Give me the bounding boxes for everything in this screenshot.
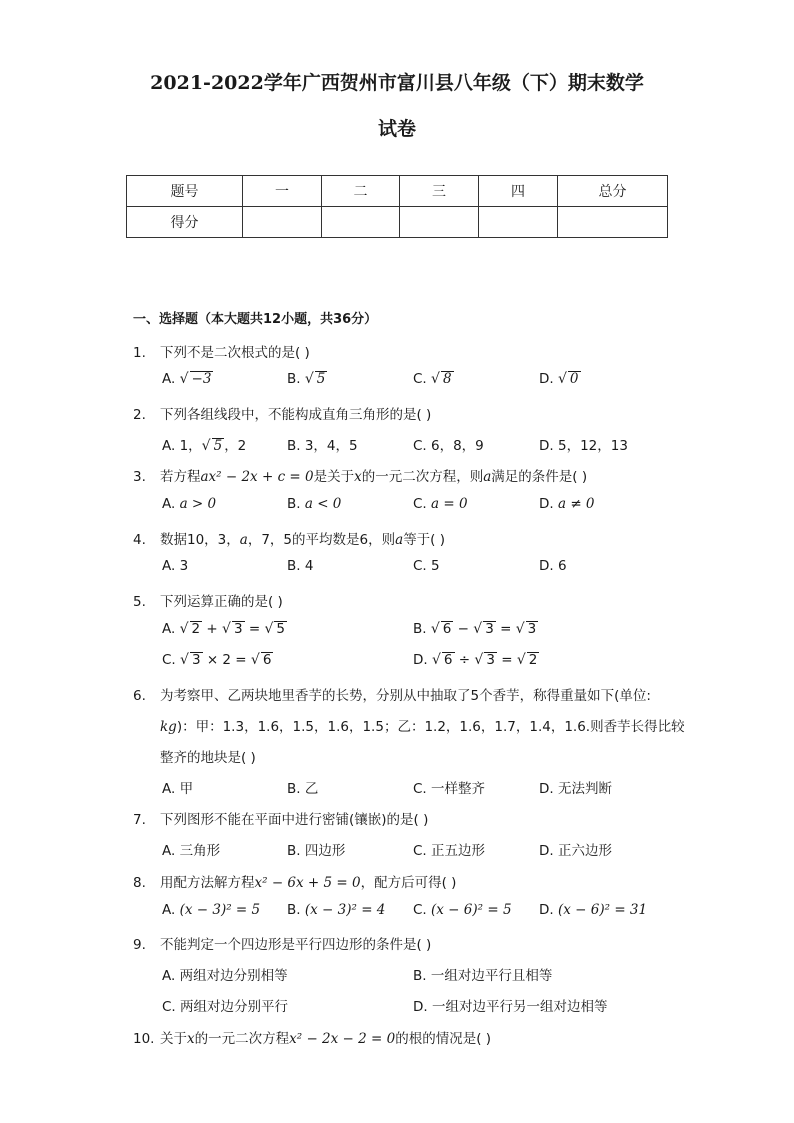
page-title-continued: 试卷 [377, 118, 416, 140]
question-3: 3. 若方程ax² − 2x + c = 0是关于x的一元二次方程，则a满足的条件是( ) [133, 469, 588, 485]
option-d: D. 6 [539, 558, 567, 574]
option-b: B. a < 0 [287, 496, 342, 512]
score-header-cell: 四 [479, 176, 558, 207]
option-b: B. √ 5 [287, 371, 326, 387]
radicand: 5 [316, 371, 326, 387]
radicand: −3 [191, 371, 212, 387]
option-c: C. (x − 6)² = 5 [413, 902, 512, 918]
score-header-cell: 题号 [127, 176, 243, 207]
option-b: B. √ 6 − √ 3 = √ 3 [413, 621, 537, 637]
option-d: D. 无法判断 [539, 781, 612, 797]
score-table-header-row [127, 176, 668, 207]
option-d: D. a ≠ 0 [539, 496, 595, 512]
question-text: 下列运算正确的是( ) [160, 594, 283, 610]
radicand: 0 [569, 371, 579, 387]
question-4: 4. 数据10，3，a，7，5的平均数是6，则a等于( ) [133, 532, 446, 548]
option-d: D. 5，12，13 [539, 438, 628, 454]
page-title: 2021-2022学年广西贺州市富川县八年级（下）期末数学 [150, 72, 644, 94]
question-text: 下列各组线段中，不能构成直角三角形的是( ) [160, 407, 432, 423]
score-cell [558, 207, 668, 238]
option-a: A. (x − 3)² = 5 [162, 902, 261, 918]
score-header-cell: 二 [322, 176, 400, 207]
score-table [126, 175, 668, 238]
option-c: C. 两组对边分别平行 [162, 999, 289, 1015]
option-b: B. 3，4，5 [287, 438, 358, 454]
score-header-cell: 三 [400, 176, 479, 207]
option-b: B. 乙 [287, 781, 319, 797]
option-c: C. 5 [413, 558, 440, 574]
option-a: A. √ 2 + √ 3 = √ 5 [162, 621, 285, 637]
option-b: B. (x − 3)² = 4 [287, 902, 386, 918]
option-a: A. √ −3 [162, 371, 212, 387]
option-a: A. 甲 [162, 781, 194, 797]
option-d: D. 一组对边平行另一组对边相等 [413, 999, 608, 1015]
question-1 [133, 341, 310, 361]
question-10: 10. 关于x的一元二次方程x² − 2x − 2 = 0的根的情况是( ) [133, 1031, 492, 1047]
radicand: 8 [442, 371, 452, 387]
score-cell [400, 207, 479, 238]
option-d: D. 正六边形 [539, 843, 612, 859]
option-a: A. 两组对边分别相等 [162, 968, 288, 984]
option-b: B. 四边形 [287, 843, 346, 859]
option-a: A. 1，√ 5 ，2 [162, 438, 247, 454]
question-6-line-2: kg)：甲：1.3，1.6，1.5，1.6，1.5；乙：1.2，1.6，1.7，1.4，1.6.则香芋长得比较 [160, 719, 685, 735]
option-c: C. a = 0 [413, 496, 468, 512]
score-cell [479, 207, 558, 238]
section-heading: 一、选择题（本大题共12小题，共36分） [133, 312, 378, 327]
question-2: 2. 下列各组线段中，不能构成直角三角形的是( ) [133, 407, 432, 423]
option-b: B. 4 [287, 558, 314, 574]
question-6: 6. 为考察甲、乙两块地里香芋的长势，分别从中抽取了5个香芋，称得重量如下(单位: [133, 688, 651, 704]
question-7: 7. 下列图形不能在平面中进行密铺(镶嵌)的是( ) [133, 812, 429, 828]
score-table-score-row [127, 207, 668, 238]
option-a: A. a > 0 [162, 496, 217, 512]
option-d: D. √ 6 ÷ √ 3 = √ 2 [413, 652, 538, 668]
question-6-line-3: 整齐的地块是( ) [160, 750, 256, 766]
question-text: 下列不是二次根式的是( ) [160, 345, 310, 361]
option-d: D. (x − 6)² = 31 [539, 902, 648, 918]
option-c: C. 正五边形 [413, 843, 486, 859]
score-cell [243, 207, 322, 238]
option-c: C. 6，8，9 [413, 438, 484, 454]
score-cell [322, 207, 400, 238]
score-header-cell: 一 [243, 176, 322, 207]
option-c: C. √ 3 × 2 = √ 6 [162, 652, 272, 668]
option-c: C. 一样整齐 [413, 781, 486, 797]
option-d: D. √ 0 [539, 371, 579, 387]
option-c: C. √ 8 [413, 371, 452, 387]
question-9: 9. 不能判定一个四边形是平行四边形的条件是( ) [133, 937, 432, 953]
score-header-cell: 总分 [558, 176, 668, 207]
question-5: 5. 下列运算正确的是( ) [133, 594, 283, 610]
option-a: A. 3 [162, 558, 189, 574]
option-a: A. 三角形 [162, 843, 221, 859]
question-8: 8. 用配方法解方程x² − 6x + 5 = 0，配方后可得( ) [133, 875, 457, 891]
question-number: 1. [133, 345, 146, 361]
score-row-label: 得分 [127, 207, 243, 238]
option-b: B. 一组对边平行且相等 [413, 968, 553, 984]
